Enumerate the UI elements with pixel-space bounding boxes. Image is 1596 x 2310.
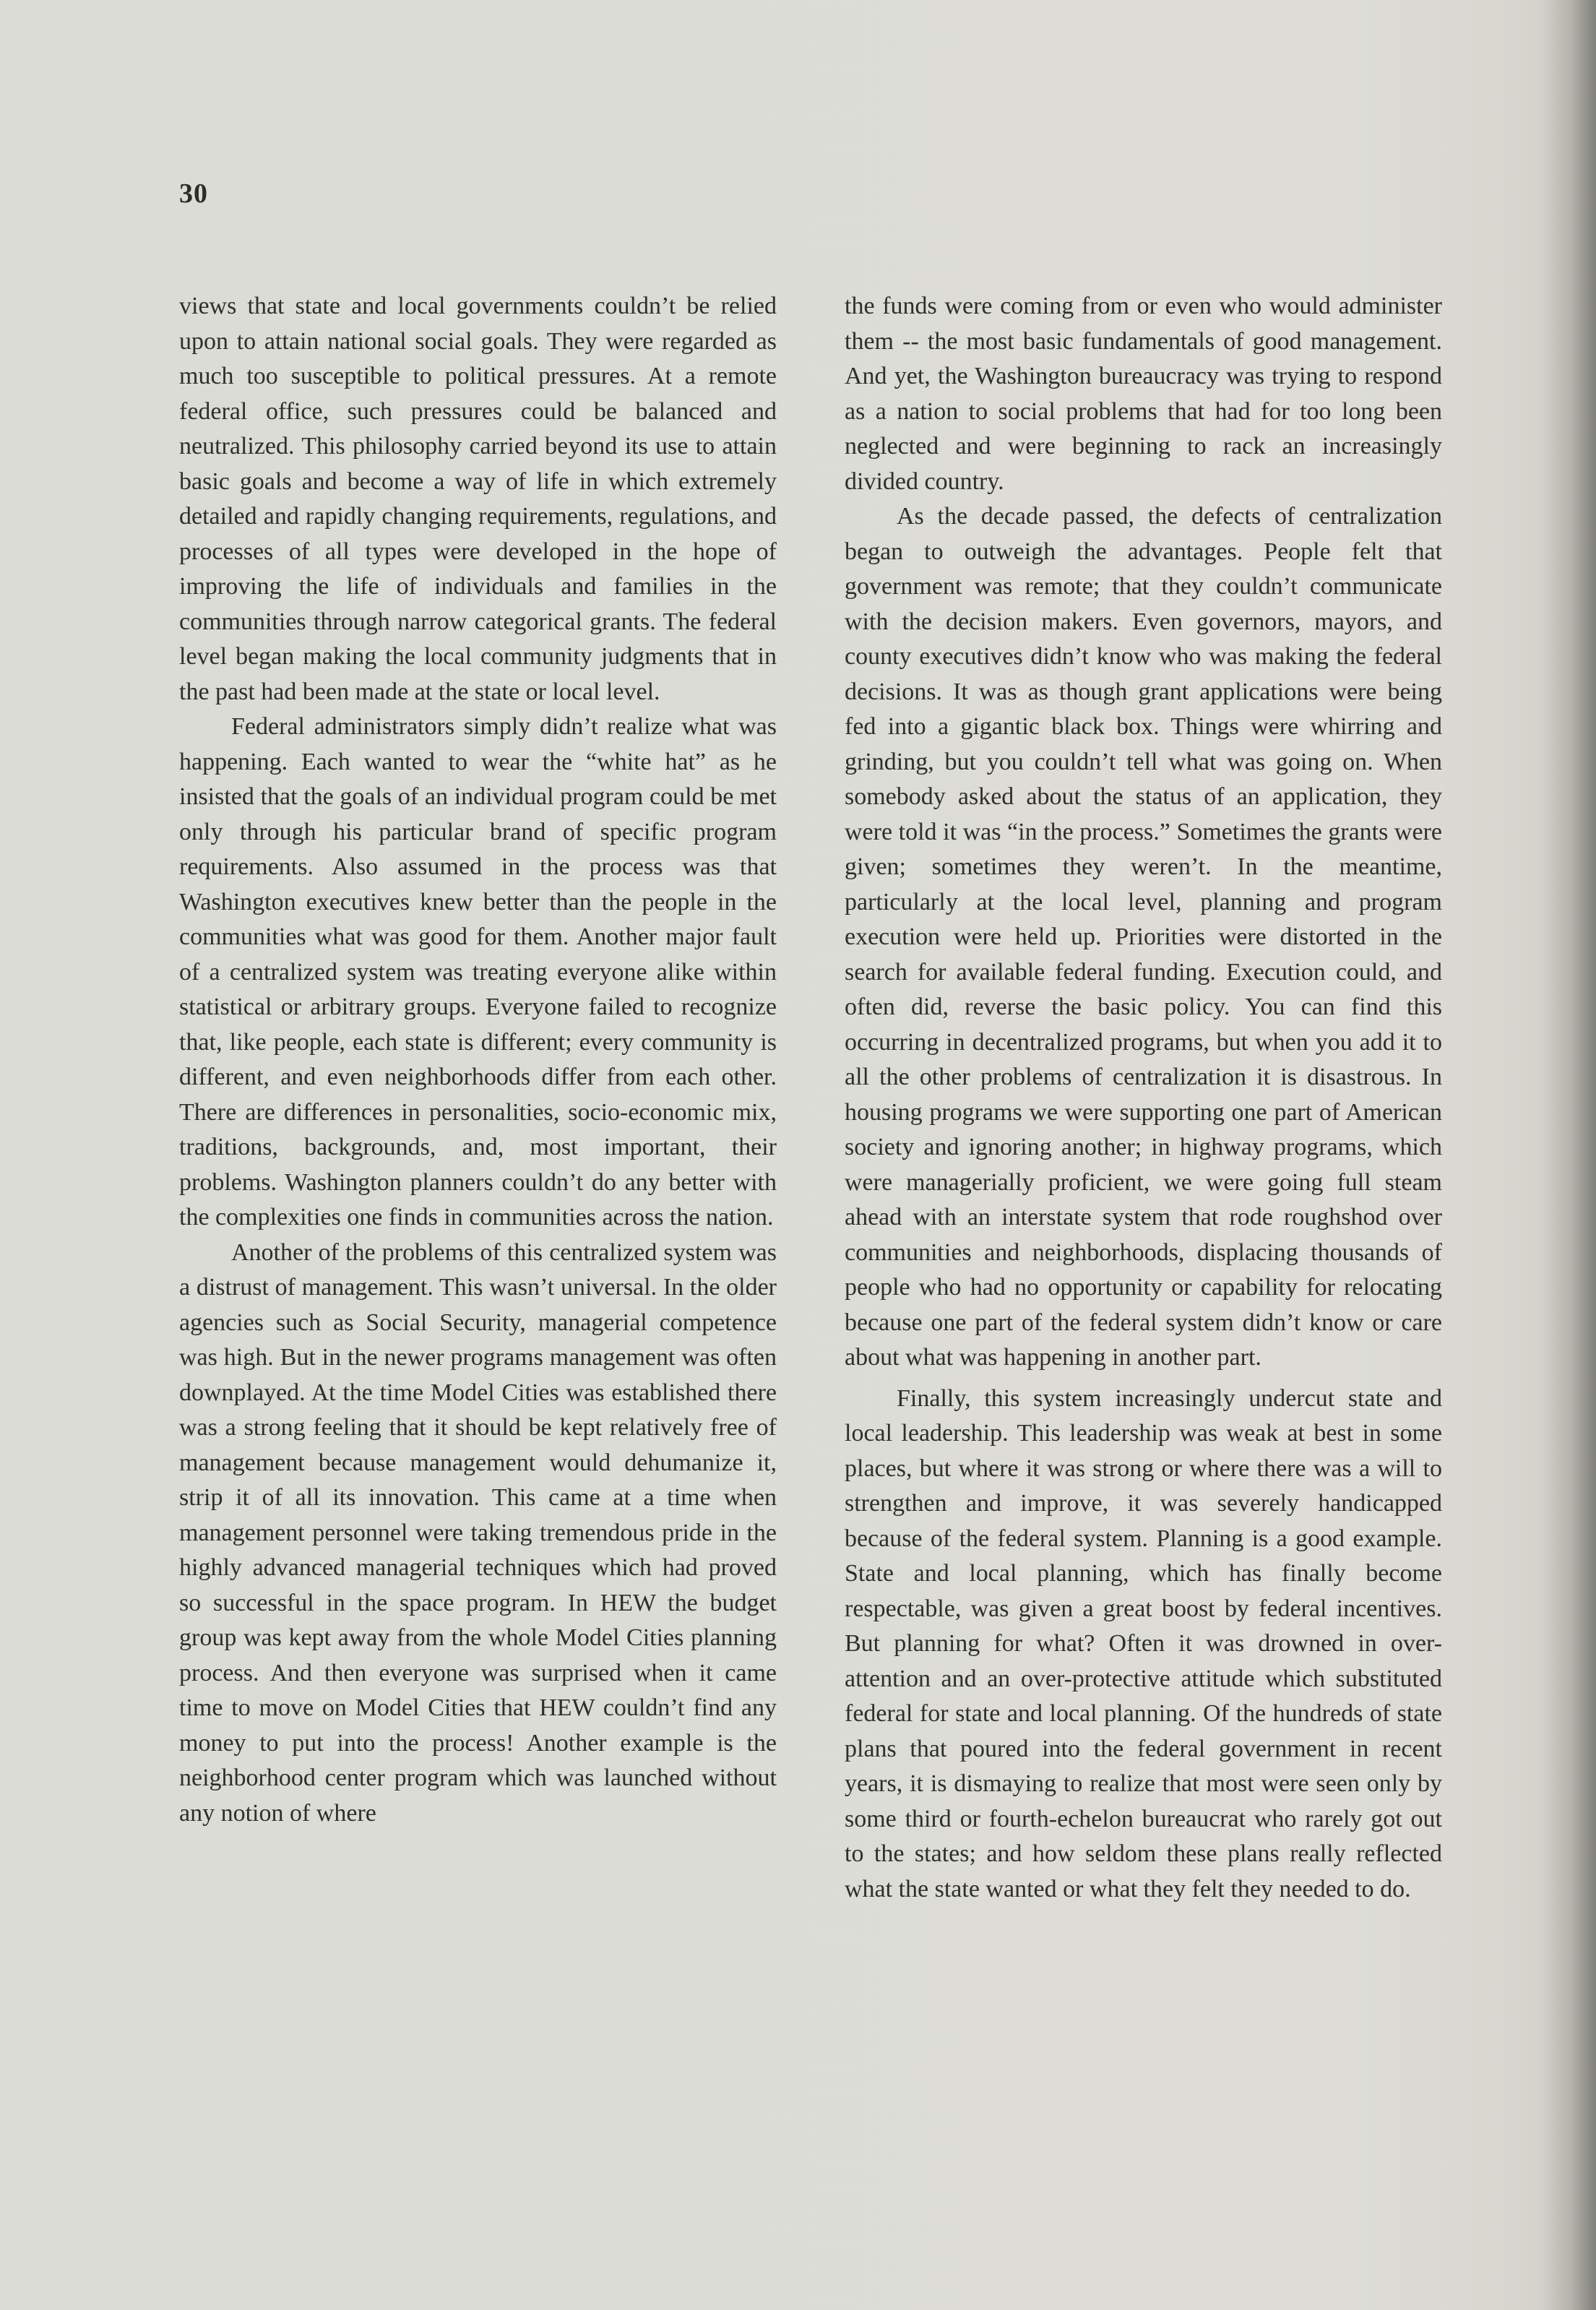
- left-column: [179, 289, 777, 1831]
- page-number: 30: [179, 178, 208, 209]
- paragraph: the funds were coming from or even who would administer them -- the most basic fundamentals of good management. And yet, the Washington bureaucracy was trying to respond as a nation to social problems that had for too long been neglected and were beginning to rack an increasingly divided country.: [845, 293, 1442, 495]
- paragraph: As the decade passed, the defects of centralization began to outweigh the advantages. People felt that government was remote; that they couldn’t communicate with the decision makers. Even governors, mayors, and county executives didn’t know who was making the federal decisions. It was as though grant applications were being fed into a gigantic black box. Things were whirring and grinding, but you couldn’t tell what was going on. When somebody asked about the status of an application, they were told it was “in the process.” Sometimes the grants were given; sometimes they weren’t. In the meantime, particularly at the local level, planning and program execution were held up. Priorities were distorted in the search for available federal funding. Execution could, and often did, reverse the basic policy. You can find this occurring in decentralized programs, but when you add it to all the other problems of centralization it is disastrous. In housing programs we were supporting one part of American society and ignoring another; in highway programs, which were managerially proficient, we were going full steam ahead with an interstate system that rode roughshod over communities and neighborhoods, displacing thousands of people who had no opportunity or capability for relocating because one part of the federal system didn’t know or care about what was happening in another part.: [845, 503, 1442, 1371]
- paragraph: views that state and local governments couldn’t be relied upon to attain national social goals. They were regarded as much too susceptible to political pressures. At a remote federal office, such pressures could be balanced and neutralized. This philosophy carried beyond its use to attain basic goals and become a way of life in which extremely detailed and rapidly changing requirements, regulations, and processes of all types were developed in the hope of improving the life of individuals and families in the communities through narrow categorical grants. The federal level began making the local community judgments that in the past had been made at the state or local level.: [179, 293, 777, 705]
- paragraph: Finally, this system increasingly undercut state and local leadership. This leadership was weak at best in some places, but where it was strong or where there was a will to strengthen and improve, it was severely handicapped because of the federal system. Planning is a good example. State and local planning, which has finally become respectable, was given a great boost by federal incentives. But planning for what? Often it was drowned in over-attention and an over-protective attitude which substituted federal for state and local planning. Of the hundreds of state plans that poured into the federal government in recent years, it is dismaying to realize that most were seen only by some third or fourth-echelon bureaucrat who rarely got out to the states; and how seldom these plans really reflected what the state wanted or what they felt they needed to do.: [845, 1384, 1442, 1902]
- paragraph: Federal administrators simply didn’t realize what was happening. Each wanted to wear the “white hat” as he insisted that the goals of an individual program could be met only through his particular brand of specific program requirements. Also assumed in the process was that Washington executives knew better than the people in the communities what was good for them. Another major fault of a centralized system was treating everyone alike within statistical or arbitrary groups. Everyone failed to recognize that, like people, each state is different; every community is different, and even neighborhoods differ from each other. There are differences in personalities, socio-economic mix, traditions, backgrounds, and, most important, their problems. Washington planners couldn’t do any better with the complexities one finds in communities across the nation.: [179, 713, 777, 1231]
- paragraph: Another of the problems of this centralized system was a distrust of management. This wasn’t universal. In the older agencies such as Social Security, managerial competence was high. But in the newer programs management was often downplayed. At the time Model Cities was established there was a strong feeling that it should be kept relatively free of management because management would dehumanize it, strip it of all its innovation. This came at a time when management personnel were taking tremendous pride in the highly advanced managerial techniques which had proved so successful in the space program. In HEW the budget group was kept away from the whole Model Cities planning process. And then everyone was surprised when it came time to move on Model Cities that HEW couldn’t find any money to put into the process! Another example is the neighborhood center program which was launched without any notion of where: [179, 1238, 777, 1827]
- right-column: [845, 289, 1442, 1907]
- page-edge-shadow: [1542, 0, 1596, 2310]
